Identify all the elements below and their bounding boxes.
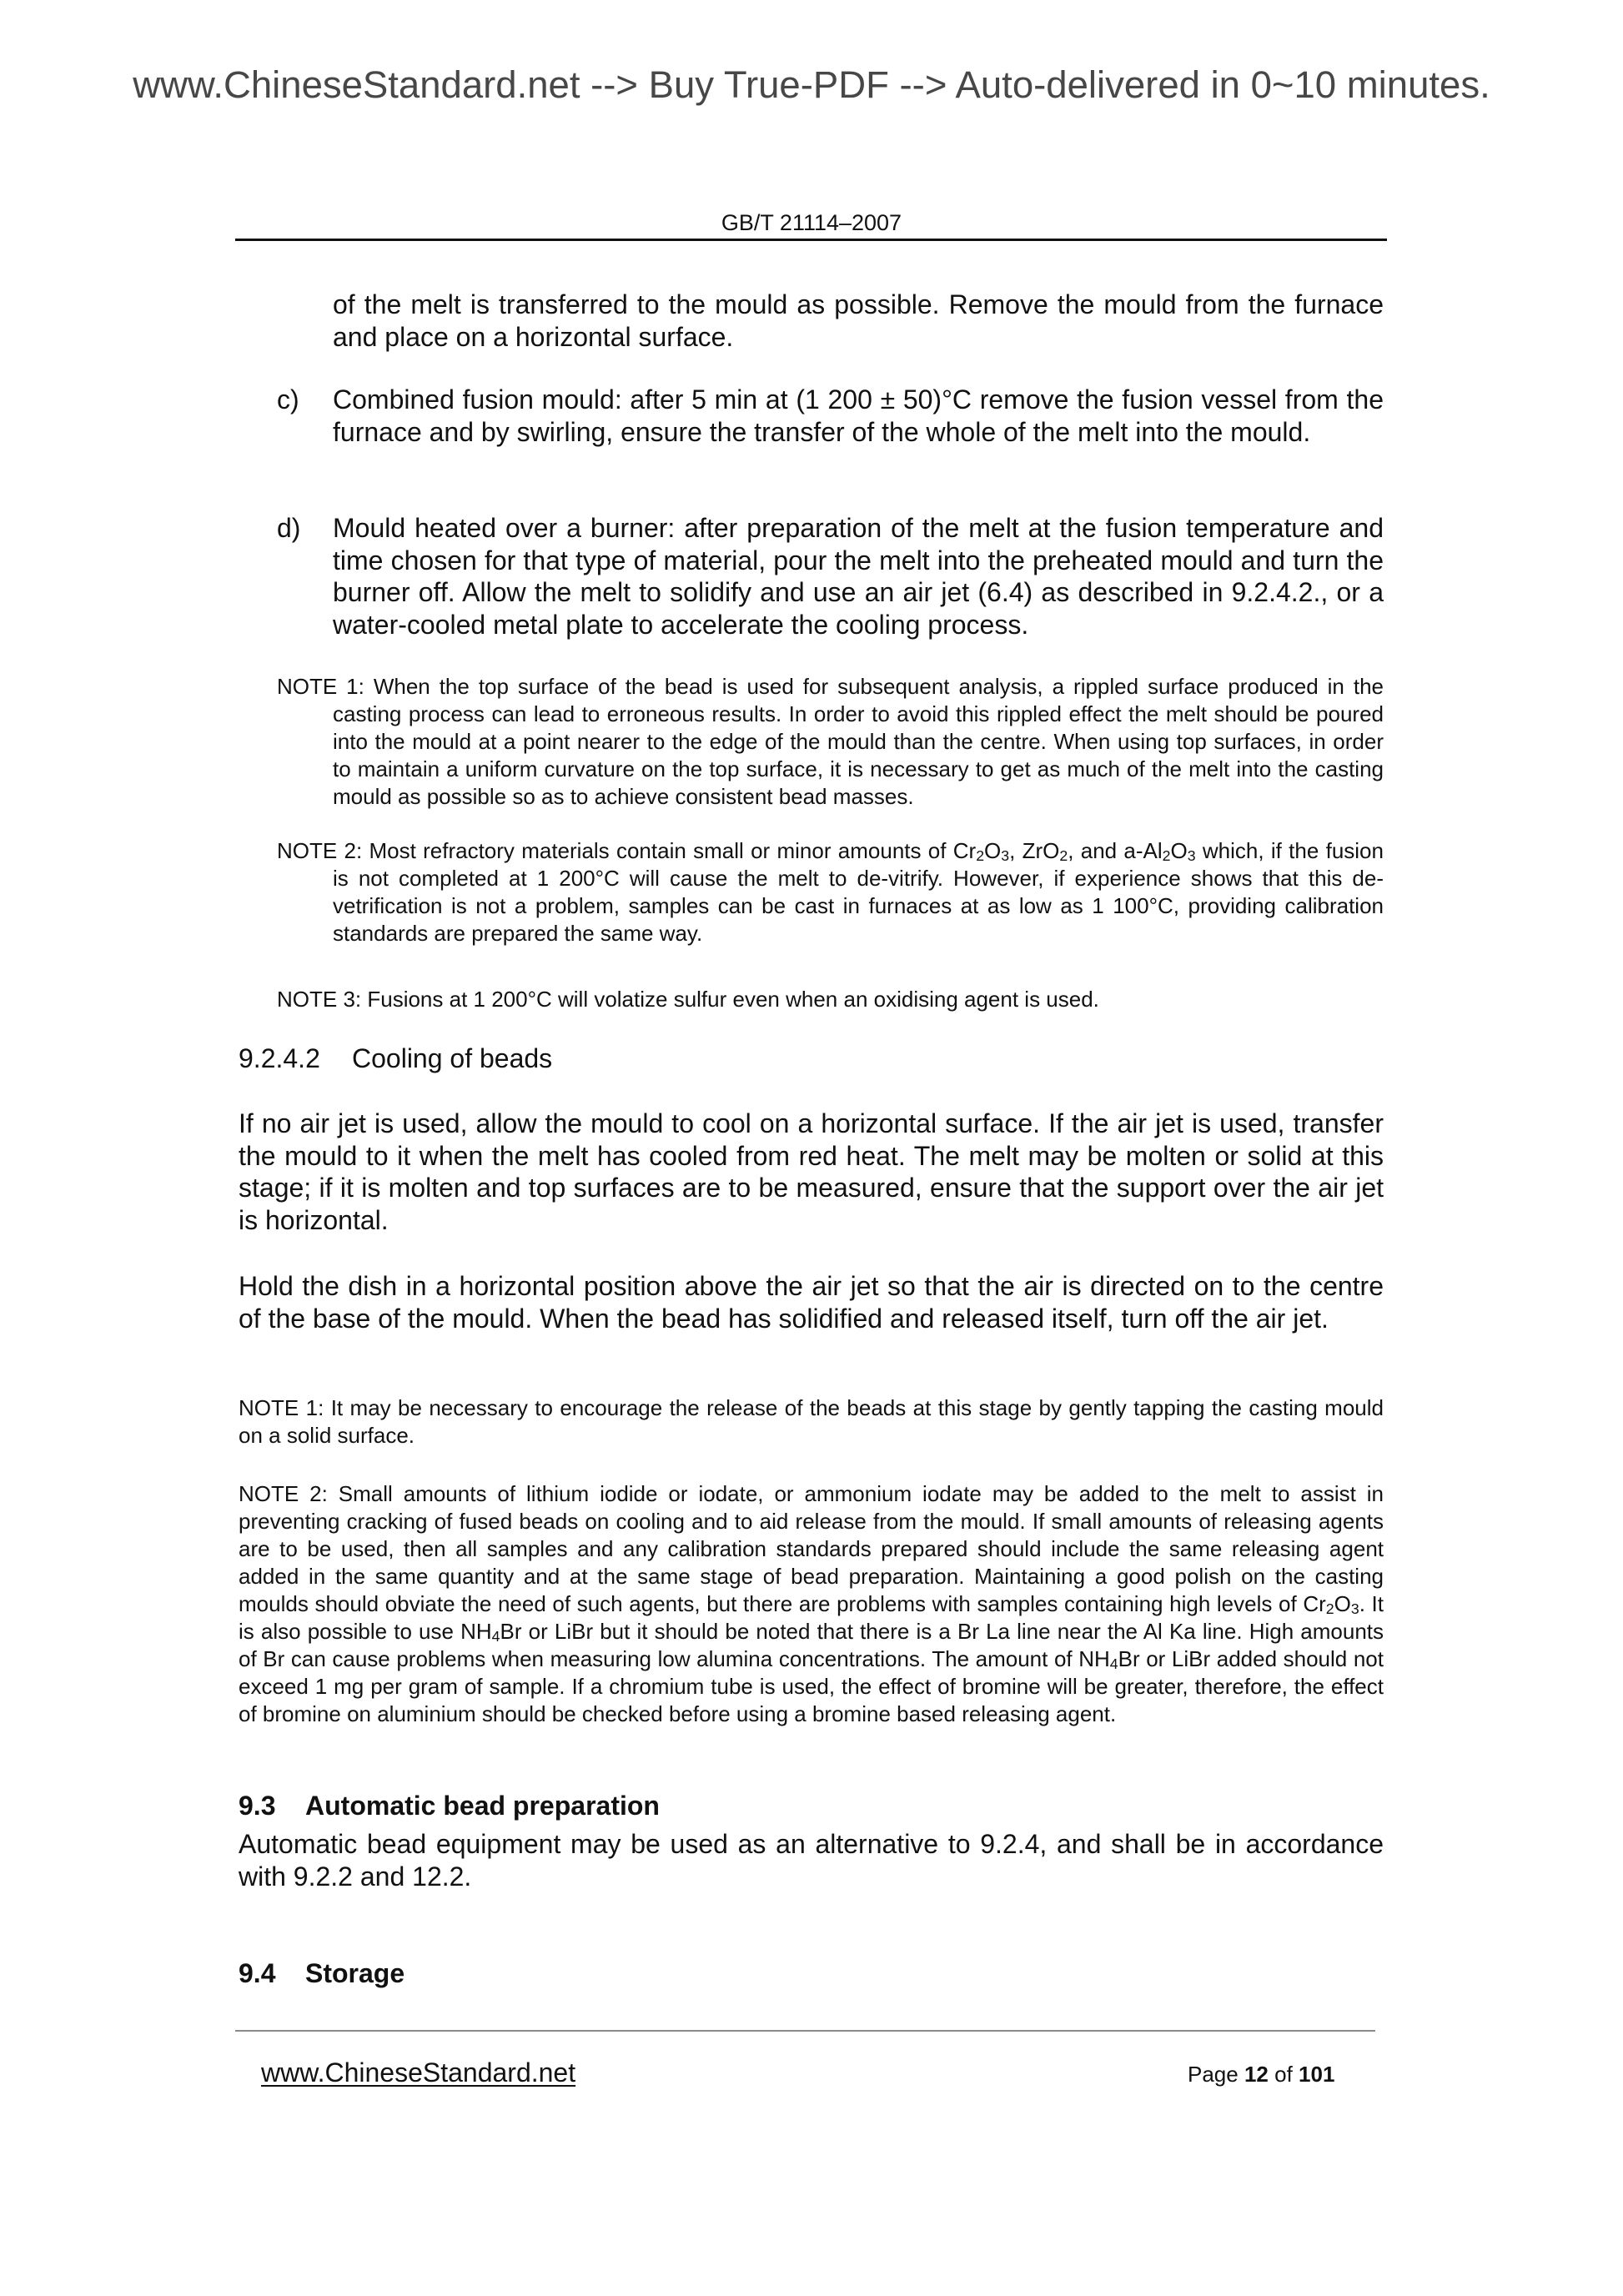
- note-2-cooling: NOTE 2: Small amounts of lithium iodide or iodate, or ammonium iodate may be added to the melt to assist in preventing cracking of fused beads on cooling and to aid release from the mould. If small amounts of releasing agents are to be used, then all samples and any calibration standards prepared should include the same releasing agent added in the same quantity and at the same stage of bead preparation. Maintaining a good polish on the casting moulds should obviate the need of such agents, but there are problems with samples containing high levels of $Cr_2O_3$. It is also possible to use $NH_4Br$ or LiBr but it should be noted that there is a Br La line near the Al Ka line. High amounts of Br can cause problems when measuring low alumina concentrations. The amount of $NH_4Br$ or LiBr added should not exceed 1 mg per gram of sample. If a chromium tube is used, the effect of bromine will be greater, therefore, the effect of bromine on aluminium should be checked before using a bromine based releasing agent.: [239, 1481, 1384, 1726]
- list-item-text: Combined fusion mould: after 5 min at (1 200 ± 50)°C remove the fusion vessel from the furnace and by swirling, ensure the transfer of the whole of the melt into the mould.: [333, 384, 1384, 447]
- note-3: NOTE 3: Fusions at 1 200°C will volatize sulfur even when an oxidising agent is used.: [277, 987, 1099, 1012]
- section-title: Cooling of beads: [352, 1043, 553, 1073]
- list-item-text: Mould heated over a burner: after preparation of the melt at the fusion temperature and time chosen for that type of material, pour the melt into the preheated mould and turn the burner off. Allow the melt to solidify and use an air jet (6.4) as described in 9.2.4.2., or a water-cooled metal plate to accelerate the cooling process.: [333, 513, 1384, 640]
- section-title: Automatic bead preparation: [305, 1791, 660, 1821]
- section-heading-94: [239, 1957, 404, 1990]
- note-2: NOTE 2: Most refractory materials contain small or minor amounts of $Cr_2O_3$, ZrO$_2$, and $a-Al_2O_3$ which, if the fusion is not completed at 1 200°C will cause the melt to de-vitrify. However, if experience shows that this de-vetrification is not a problem, samples can be cast in furnaces at as low as 1 100°C, providing calibration standards are prepared the same way.: [277, 838, 1384, 946]
- section-title: Storage: [305, 1958, 405, 1988]
- section-heading-93: [239, 1790, 660, 1822]
- footer-website-link[interactable]: www.ChineseStandard.net: [261, 2057, 576, 2088]
- list-item-d: [277, 512, 1384, 641]
- promo-banner: www.ChineseStandard.net --> Buy True-PDF --> Auto-delivered in 0~10 minutes.: [133, 63, 1490, 106]
- footer-rule: [235, 2030, 1375, 2032]
- list-marker: c): [277, 384, 299, 414]
- section-number: 9.3: [239, 1791, 276, 1821]
- section-number: 9.4: [239, 1958, 276, 1988]
- note-1-cooling: NOTE 1: It may be necessary to encourage the release of the beads at this stage by gently tapping the casting mould on a solid surface.: [239, 1395, 1384, 1448]
- document-code: GB/T 21114–2007: [721, 210, 902, 235]
- list-marker: d): [277, 513, 301, 543]
- section-heading-9242: [239, 1042, 552, 1075]
- paragraph: If no air jet is used, allow the mould to cool on a horizontal surface. If the air jet is used, transfer the mould to it when the melt has cooled from red heat. The melt may be molten or solid at this stage; if it is molten and top surfaces are to be measured, ensure that the support over the air jet is horizontal.: [239, 1108, 1384, 1235]
- list-item-c: [277, 384, 1384, 448]
- page-number: Page 12 of 101: [1188, 2062, 1335, 2087]
- section-number: 9.2.4.2: [239, 1043, 320, 1073]
- header-rule: [235, 239, 1387, 241]
- paragraph-continuation: of the melt is transferred to the mould as possible. Remove the mould from the furnace and place on a horizontal surface.: [333, 289, 1384, 352]
- note-1: NOTE 1: When the top surface of the bead is used for subsequent analysis, a rippled surface produced in the casting process can lead to erroneous results. In order to avoid this rippled effect the melt should be poured into the mould at a point nearer to the edge of the mould than the centre. When using top surfaces, in order to maintain a uniform curvature on the top surface, it is necessary to get as much of the melt into the casting mould as possible so as to achieve consistent bead masses.: [277, 674, 1384, 809]
- paragraph: Hold the dish in a horizontal position above the air jet so that the air is directed on to the centre of the base of the mould. When the bead has solidified and released itself, turn off the air jet.: [239, 1271, 1384, 1334]
- paragraph: Automatic bead equipment may be used as an alternative to 9.2.4, and shall be in accordance with 9.2.2 and 12.2.: [239, 1829, 1384, 1892]
